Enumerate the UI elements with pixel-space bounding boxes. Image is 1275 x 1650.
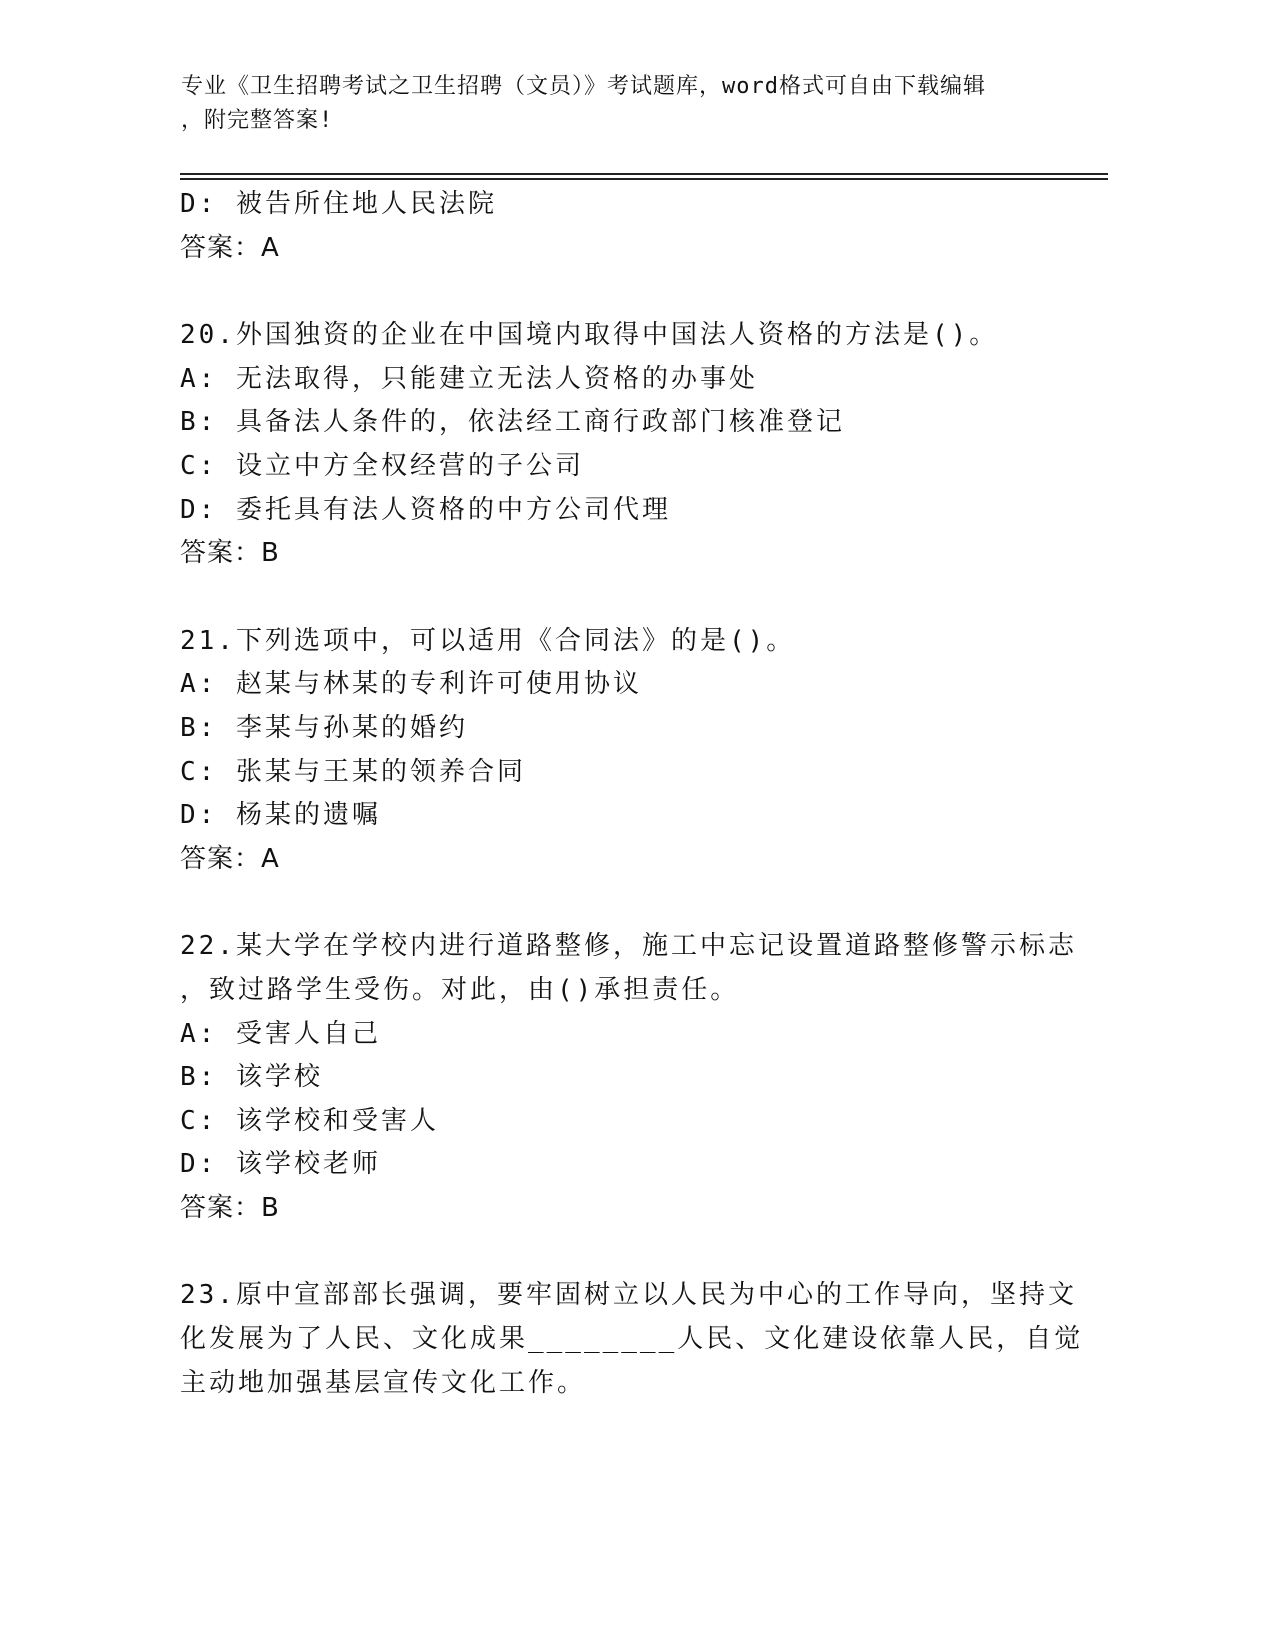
option-b: B: 该学校 (180, 1062, 323, 1093)
option-a: A: 无法取得，只能建立无法人资格的办事处 (180, 363, 758, 394)
question-stem-line-1: 23.原中宣部部长强调，要牢固树立以人民为中心的工作导向，坚持文 (180, 1280, 1077, 1311)
document-header (181, 70, 1061, 138)
option-a: A: 受害人自己 (180, 1018, 381, 1049)
option-b: B: 具备法人条件的，依法经工商行政部门核准登记 (180, 407, 845, 438)
question-20 (180, 314, 1060, 576)
option-c: C: 设立中方全权经营的子公司 (180, 450, 584, 481)
prev-answer: 答案：A (180, 232, 280, 263)
answer: 答案：A (180, 843, 280, 874)
prev-option-d: D: 被告所住地人民法院 (180, 189, 497, 219)
header-divider-bottom (180, 178, 1108, 180)
option-c: C: 张某与王某的领养合同 (180, 756, 526, 787)
option-c: C: 该学校和受害人 (180, 1105, 439, 1136)
answer: 答案：B (180, 538, 280, 569)
option-d: D: 委托具有法人资格的中方公司代理 (180, 494, 671, 525)
option-d: D: 杨某的遗嘱 (180, 800, 381, 831)
header-line-2: ，附完整答案! (181, 108, 334, 133)
document-body (180, 183, 1084, 1405)
question-21 (180, 620, 1060, 882)
option-d: D: 该学校老师 (180, 1149, 381, 1180)
question-stem-line-2: ，致过路学生受伤。对此，由()承担责任。 (180, 974, 740, 1005)
header-line-1: 专业《卫生招聘考试之卫生招聘（文员）》考试题库，word格式可自由下载编辑 (181, 74, 986, 99)
option-a: A: 赵某与林某的专利许可使用协议 (180, 669, 642, 700)
question-stem: 21.下列选项中，可以适用《合同法》的是()。 (180, 625, 796, 656)
question-23 (180, 1274, 1084, 1405)
option-b: B: 李某与孙某的婚约 (180, 712, 468, 743)
header-divider-top (180, 173, 1108, 175)
question-stem-line-2: 化发展为了人民、文化成果________人民、文化建设依靠人民，自觉 (180, 1324, 1084, 1355)
question-stem-line-3: 主动地加强基层宣传文化工作。 (180, 1367, 587, 1398)
question-22 (180, 925, 1077, 1230)
question-stem: 20.外国独资的企业在中国境内取得中国法人资格的方法是()。 (180, 320, 999, 351)
question-stem-line-1: 22.某大学在学校内进行道路整修，施工中忘记设置道路整修警示标志 (180, 931, 1077, 962)
answer: 答案：B (180, 1192, 280, 1223)
